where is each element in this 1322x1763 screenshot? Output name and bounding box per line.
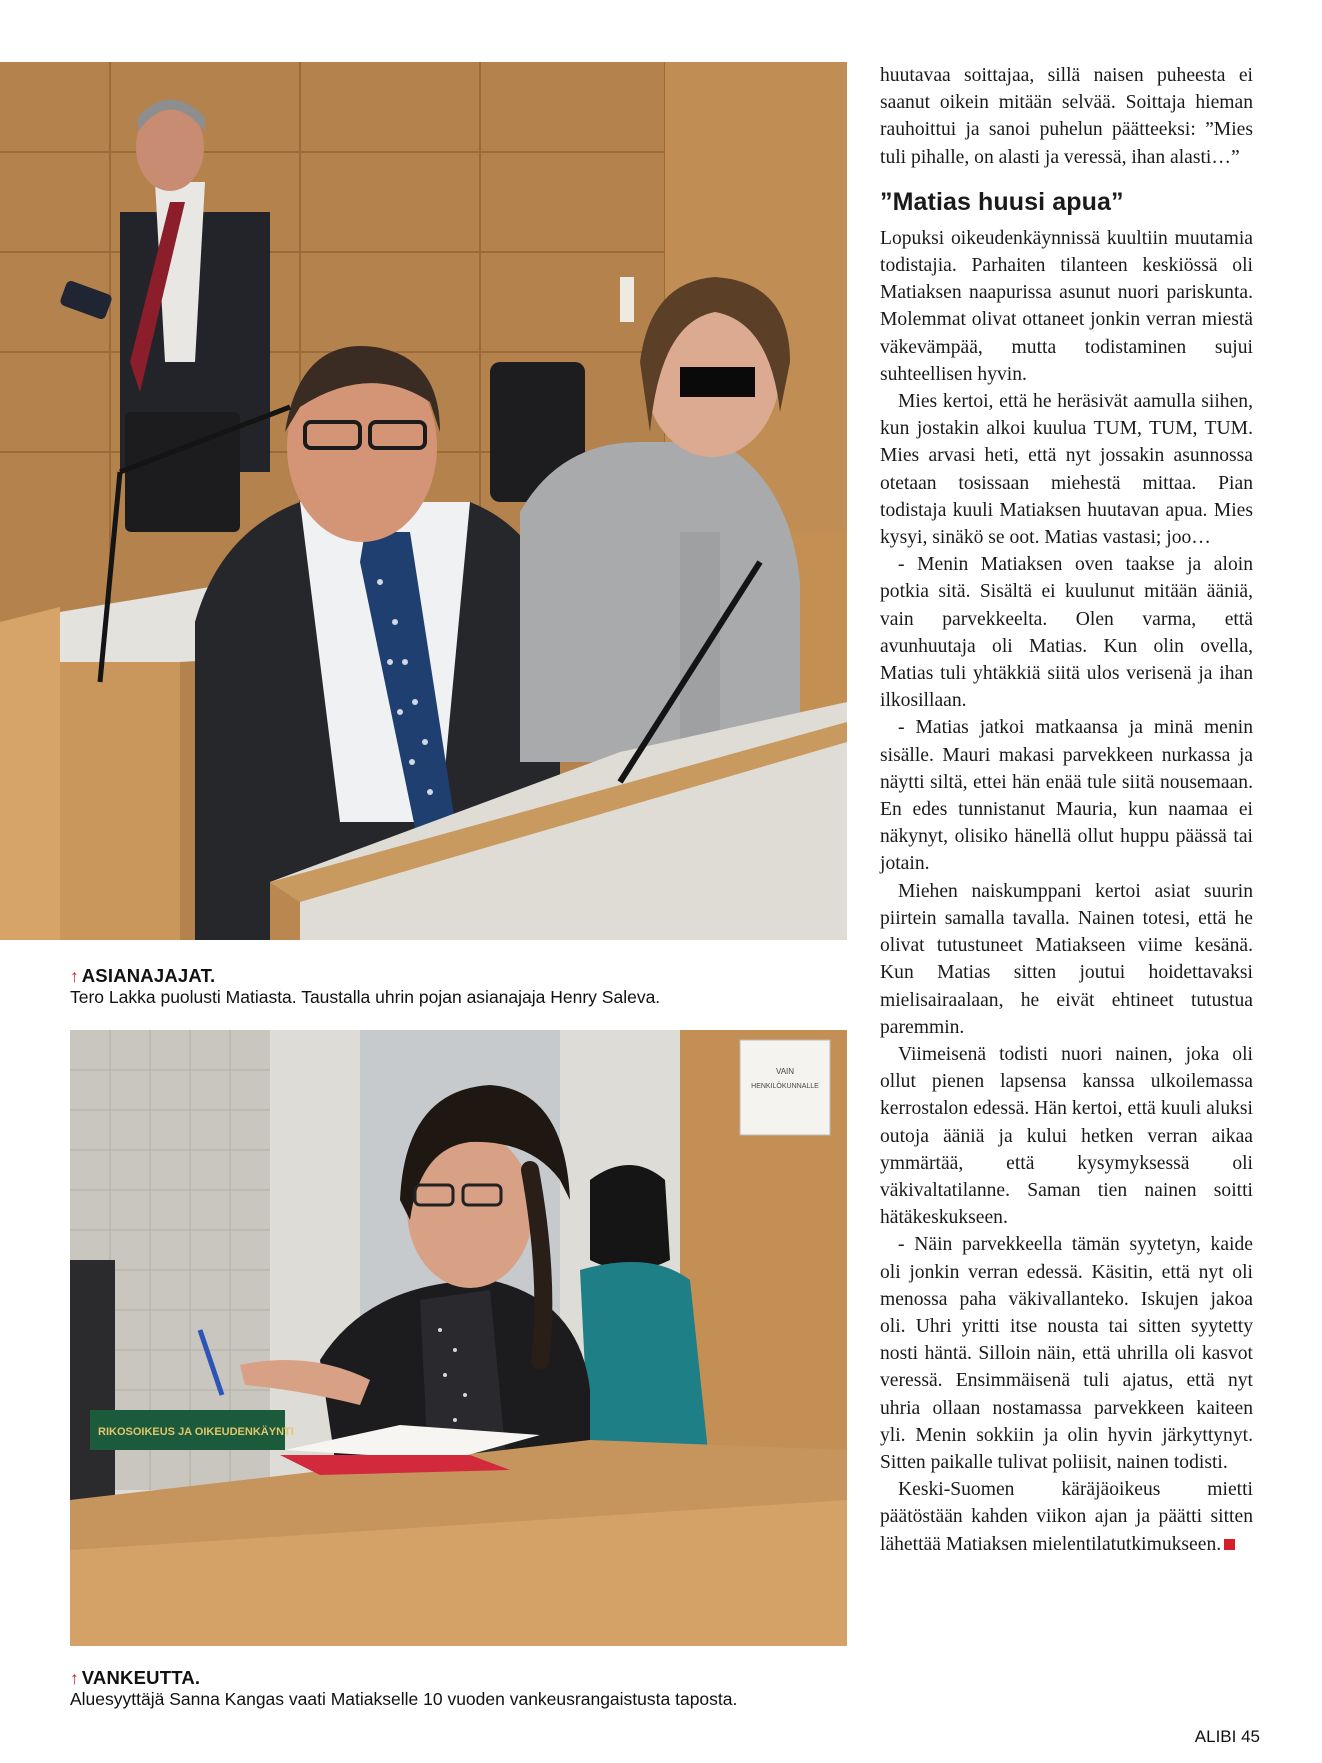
article-last-text: Keski-Suomen käräjäoikeus mietti päätöstään kahden viikon ajan ja päätti sitten lähettää Matiaksen mielentilatutkimukseen. [880,1479,1253,1555]
caption-title-row [70,1667,840,1689]
end-mark-icon [1224,1539,1235,1550]
article-paragraph: Lopuksi oikeudenkäynnissä kuultiin muutamia todistajia. Parhaiten tilanteen keskiössä oli Matiaksen naapurissa asunut nuori pariskunta. Molemmat olivat ottaneet jonkin verran miestä väkevämpää, mutta todistaminen sujui suhteellisen hyvin. [880,227,1253,385]
photo-caption-lawyers [70,965,840,1008]
courtroom-photo [0,62,847,940]
door-sign [740,1040,830,1135]
caption-title: ASIANAJAJAT. [81,965,216,986]
caption-title: VANKEUTTA. [81,1667,201,1688]
prosecutor-illustration [70,1030,847,1646]
courtroom-illustration [0,62,847,940]
article-paragraph: - Menin Matiaksen oven taakse ja aloin potkia sitä. Sisältä ei kuulunut mitään ääniä, vain parvekkeelta. Olen varma, että avunhuutaja oli Matias. Kun olin ovella, Matias tuli yhtäkkiä siitä ulos verisenä ja ihan ilkosillaan. [880,554,1253,712]
svg-text:RIKOSOIKEUS JA OIKEUDENKÄYNTI: RIKOSOIKEUS JA OIKEUDENKÄYNTI [98,1426,294,1438]
article-paragraph: - Näin parvekkeella tämän syytetyn, kaide oli jonkin verran edessä. Käsitin, että nyt oli menossa paha väkivallanteko. Iskujen jakoa oli. Uhri yritti itse nousta tai sitten syytetty nosti häntä. Silloin näin, että uhrilla oli kasvot veressä. Ensimmäisenä tuli ajatus, että nyt uhria ollaan nostamassa parvekkeen kaiteen yli. Menin sokkiin ja olin hyvin järkyttynyt. Sitten paikalle tulivat poliisit, nainen todisti. [880,1234,1253,1473]
article-paragraph: - Matias jatkoi matkaansa ja minä menin sisälle. Mauri makasi parvekkeen nurkassa ja näytti siltä, ettei hän enää tule siitä nousemaan. En edes tunnistanut Mauria, kun naamaa ei näkynyt, olisiko hänellä ollut huppu päässä tai jotain. [880,717,1253,875]
article-paragraph: huutavaa soittajaa, sillä naisen puheesta ei saanut oikein mitään selvää. Soittaja hieman rauhoittui ja sanoi puhelun päätteeksi: ”Mies tuli pihalle, on alasti ja veressä, ihan alasti…” [880,65,1253,168]
section-heading: ”Matias huusi apua” [880,187,1124,216]
arrow-up-icon: ↑ [70,1668,79,1688]
prosecutor-photo [70,1030,847,1646]
photo-caption-prosecutor [70,1667,840,1710]
article-paragraph: Viimeisenä todisti nuori nainen, joka oli ollut pienen lapsensa kanssa ulkoilemassa kerrostalon edessä. Hän kertoi, että kuuli aluksi outoja ääniä ja kului hetken verran aikaa ymmärtää, että kysymyksessä oli väkivaltatilanne. Saman tien nainen soitti hätäkeskukseen. [880,1043,1253,1229]
caption-title-row [70,965,840,987]
article-paragraph: Mies kertoi, että he heräsivät aamulla siihen, kun jostakin alkoi kuulua TUM, TUM, TUM. Mies arvasi heti, että nyt jossakin asunnossa otetaan tosissaan miehestä mittaa. Pian todistaja kuuli Matiaksen huutavan apua. Mies kysyi, sinäkö se oot. Matias vastasi; joo… [880,391,1253,549]
caption-text: Tero Lakka puolusti Matiasta. Taustalla uhrin pojan asianajaja Henry Saleva. [70,987,661,1007]
article-paragraph: Miehen naiskumppani kertoi asiat suurin piirtein samalla tavalla. Nainen totesi, että he olivat tutustuneet Matiakseen viime kesänä. Kun Matias sitten joutui hoidettavaksi mielisairaalaan, he eivät ehtineet tutustua paremmin. [880,880,1253,1038]
page-number: ALIBI 45 [1194,1727,1260,1746]
svg-text:VAIN: VAIN [775,1067,795,1076]
arrow-up-icon: ↑ [70,966,79,986]
article-column [880,62,1253,1558]
article-paragraph-last [880,1476,1253,1558]
svg-text:HENKILÖKUNNALLE: HENKILÖKUNNALLE [751,1083,819,1090]
caption-text: Aluesyyttäjä Sanna Kangas vaati Matiakselle 10 vuoden vankeusrangaistusta taposta. [70,1689,738,1709]
